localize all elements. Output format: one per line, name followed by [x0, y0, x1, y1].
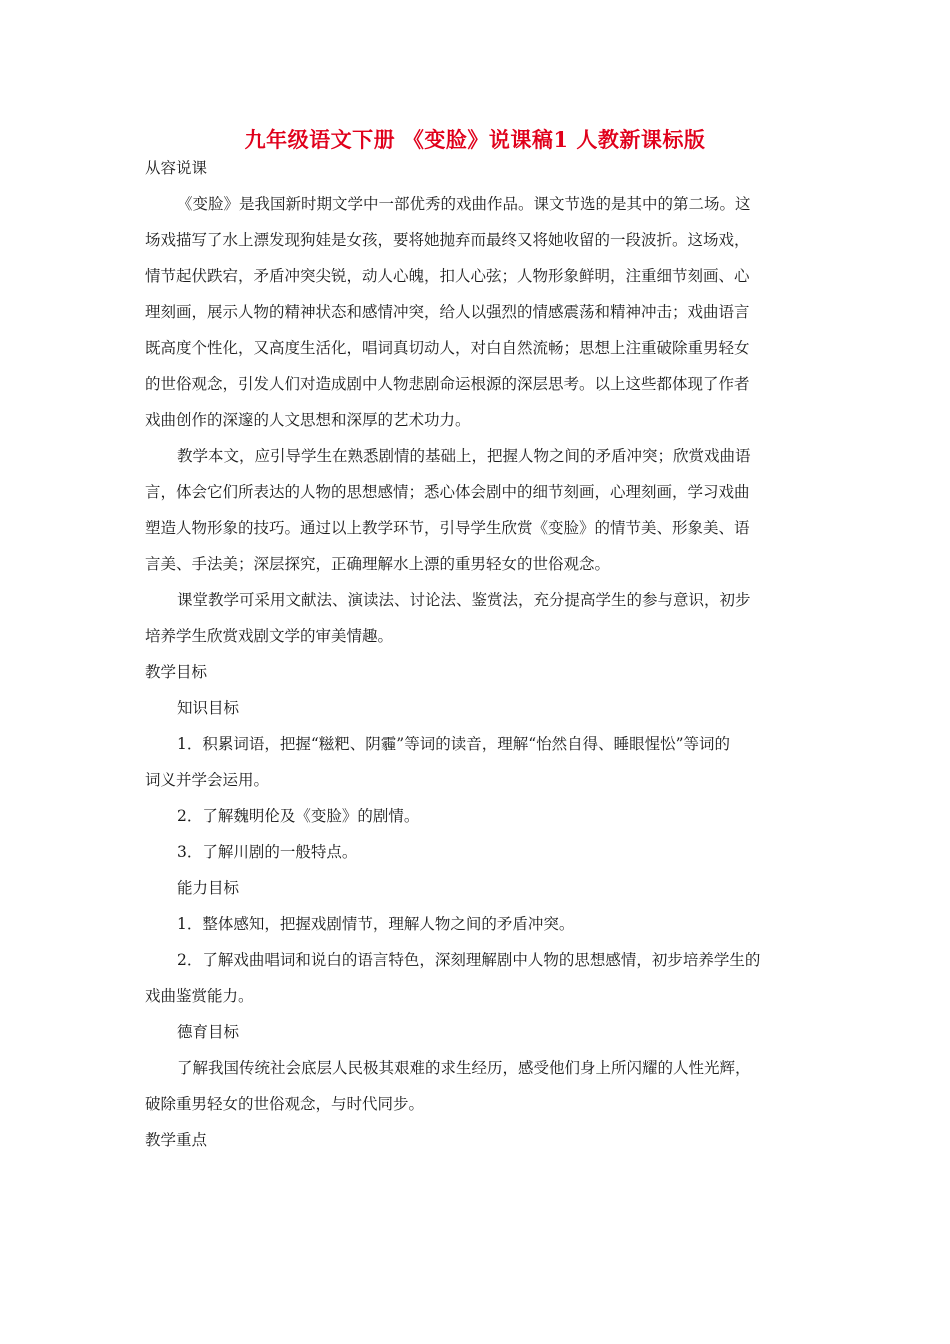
subheading-moral: 德育目标: [177, 1023, 240, 1041]
paragraph-intro: [145, 186, 810, 438]
subheading-ability: 能力目标: [177, 879, 240, 897]
text-line: 理刻画，展示人物的精神状态和感情冲突，给人以强烈的情感震荡和精神冲击；戏曲语言: [145, 303, 750, 321]
document-body: [145, 150, 810, 1158]
text-line: 场戏描写了水上漂发现狗娃是女孩，要将她抛弃而最终又将她收留的一段波折。这场戏，: [145, 231, 750, 249]
text-line: 1．积累词语，把握“糍粑、阴霾”等词的读音，理解“怡然自得、睡眼惺忪”等词的: [177, 735, 731, 753]
text-line: 破除重男轻女的世俗观念，与时代同步。: [145, 1095, 425, 1113]
goal-moral: [145, 1050, 810, 1122]
text-line: 教学本文，应引导学生在熟悉剧情的基础上，把握人物之间的矛盾冲突；欣赏戏曲语: [177, 447, 751, 465]
text-line: 言美、手法美；深层探究，正确理解水上漂的重男轻女的世俗观念。: [145, 555, 611, 573]
text-line: 2．了解戏曲唱词和说白的语言特色，深刻理解剧中人物的思想感情，初步培养学生的: [177, 951, 761, 969]
goal-ability-1: 1．整体感知，把握戏剧情节，理解人物之间的矛盾冲突。: [177, 915, 575, 933]
paragraph-teaching: [145, 438, 810, 582]
text-line: 既高度个性化，又高度生活化，唱词真切动人，对白自然流畅；思想上注重破除重男轻女: [145, 339, 750, 357]
goal-knowledge-1: [145, 726, 810, 798]
document-title: 九年级语文下册 《变脸》说课稿1 人教新课标版: [244, 127, 706, 152]
section-heading-focus: 教学重点: [145, 1131, 208, 1149]
text-line: 戏曲创作的深邃的人文思想和深厚的艺术功力。: [145, 411, 471, 429]
subheading-knowledge: 知识目标: [177, 699, 240, 717]
goal-knowledge-2: 2．了解魏明伦及《变脸》的剧情。: [177, 807, 420, 825]
goal-knowledge-3: 3．了解川剧的一般特点。: [177, 843, 358, 861]
text-line: 了解我国传统社会底层人民极其艰难的求生经历，感受他们身上所闪耀的人性光辉，: [177, 1059, 751, 1077]
text-line: 塑造人物形象的技巧。通过以上教学环节，引导学生欣赏《变脸》的情节美、形象美、语: [145, 519, 750, 537]
text-line: 课堂教学可采用文献法、演读法、讨论法、鉴赏法，充分提高学生的参与意识，初步: [177, 591, 751, 609]
text-line: 的世俗观念，引发人们对造成剧中人物悲剧命运根源的深层思考。以上这些都体现了作者: [145, 375, 750, 393]
text-line: 培养学生欣赏戏剧文学的审美情趣。: [145, 627, 394, 645]
text-line: 言，体会它们所表达的人物的思想感情；悉心体会剧中的细节刻画，心理刻画，学习戏曲: [145, 483, 750, 501]
text-line: 《变脸》是我国新时期文学中一部优秀的戏曲作品。课文节选的是其中的第二场。这: [177, 195, 751, 213]
paragraph-methods: [145, 582, 810, 654]
text-line: 戏曲鉴赏能力。: [145, 987, 254, 1005]
section-heading-intro: 从容说课: [145, 159, 208, 177]
goal-ability-2: [145, 942, 810, 1014]
text-line: 情节起伏跌宕，矛盾冲突尖锐，动人心魄，扣人心弦；人物形象鲜明，注重细节刻画、心: [145, 267, 750, 285]
section-heading-goals: 教学目标: [145, 663, 208, 681]
text-line: 词义并学会运用。: [145, 771, 270, 789]
